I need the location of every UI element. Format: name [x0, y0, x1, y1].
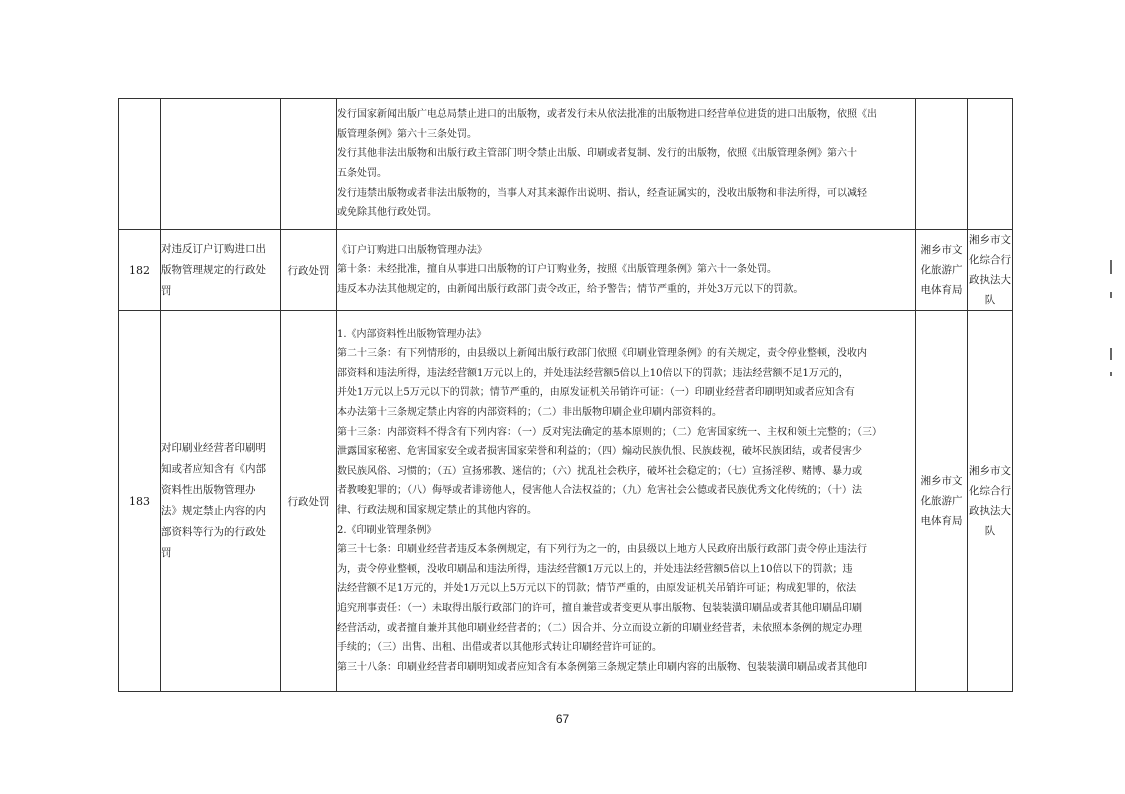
enforcement-team-cell: [968, 99, 1013, 230]
department-line: 电体育局: [920, 284, 963, 296]
enforcement-team-line: 湘乡市文: [969, 465, 1011, 477]
department-line: 湘乡市文: [920, 475, 963, 487]
item-name-line: 罚: [161, 284, 172, 297]
department-line: 化旅游广: [920, 495, 963, 507]
legal-basis-line: 并处1万元以上5万元以下的罚款；情节严重的，由原发证机关吊销许可证：（一）印刷业经营者印刷明知或者应知含有: [337, 387, 855, 399]
legal-basis-line: 手续的；（三）出售、出租、出借或者以其他形式转让印刷经营许可证的。: [337, 642, 662, 654]
legal-basis-line: 版管理条例》第六十三条处罚。: [337, 128, 477, 140]
legal-basis-line: 违反本办法其他规定的，由新闻出版行政部门责令改正，给予警告；情节严重的，并处3万元以下的罚款。: [337, 283, 804, 295]
row-number-cell: 182: [119, 230, 161, 311]
enforcement-table: [118, 98, 1013, 692]
table-row: [119, 230, 1013, 311]
enforcement-team-line: 化综合行: [969, 254, 1011, 266]
legal-basis-line: 第二十三条：有下列情形的，由县级以上新闻出版行政部门依照《印刷业管理条例》的有关规定，责令停业整顿，没收内: [337, 348, 867, 360]
row-number-cell: 183: [119, 311, 161, 692]
item-name-line: 版物管理规定的行政处: [161, 263, 266, 276]
legal-basis-line: 部资料和违法所得，违法经营额1万元以上的，并处违法经营额5倍以上10倍以下的罚款；违法经营额不足1万元的，: [337, 367, 849, 379]
scan-mark: [1110, 292, 1112, 298]
item-name-line: 罚: [161, 547, 172, 559]
department-line: 化旅游广: [920, 264, 963, 276]
legal-basis-line: 发行国家新闻出版广电总局禁止进口的出版物，或者发行未从依法批准的出版物进口经营单位进货的进口出版物，依照《出: [337, 109, 877, 121]
item-name-line: 部资料等行为的行政处: [161, 526, 266, 538]
department-line: 湘乡市文: [920, 244, 963, 256]
page-number: 67: [555, 712, 570, 726]
item-name-cell: [161, 99, 281, 230]
legal-basis-line: 数民族风俗、习惯的；（五）宣扬邪教、迷信的；（六）扰乱社会秩序，破坏社会稳定的；（七）宣扬淫秽、赌博、暴力或: [337, 465, 862, 477]
action-type-cell: 行政处罚: [281, 311, 337, 692]
action-type-cell: [281, 99, 337, 230]
legal-basis-line: 2.《印刷业管理条例》: [337, 524, 437, 536]
department-line: 电体育局: [920, 515, 963, 527]
legal-basis-line: 泄露国家秘密、危害国家安全或者损害国家荣誉和利益的；（四）煽动民族仇恨、民族歧视，破坏民族团结，或者侵害少: [337, 446, 862, 458]
row-number-cell: [119, 99, 161, 230]
item-name-cell: [161, 311, 281, 692]
responsible-department-cell: [916, 99, 968, 230]
legal-basis-line: 律、行政法规和国家规定禁止的其他内容的。: [337, 505, 537, 516]
legal-basis-line: 《订户订购进口出版物管理办法》: [337, 244, 487, 256]
legal-basis-line: 为，责令停业整顿，没收印刷品和违法所得，违法经营额1万元以上的，并处违法经营额5倍以上10倍以下的罚款；违: [337, 563, 853, 575]
responsible-department-cell: [916, 311, 968, 692]
item-name-line: 对印刷业经营者印刷明: [161, 442, 266, 454]
legal-basis-line: 1.《内部资料性出版物管理办法》: [337, 328, 487, 340]
legal-basis-line: 法经营额不足1万元的，并处1万元以上5万元以下的罚款；情节严重的，由原发证机关吊销许可证；构成犯罪的，依法: [337, 583, 857, 595]
scan-mark: [1110, 348, 1112, 360]
legal-basis-line: 第十条：未经批准，擅自从事进口出版物的订户订购业务，按照《出版管理条例》第六十一条处罚。: [337, 264, 777, 276]
legal-basis-line: 或免除其他行政处罚。: [337, 207, 437, 219]
item-name-line: 资料性出版物管理办: [161, 484, 256, 496]
enforcement-team-cell: [968, 311, 1013, 692]
legal-basis-cell: [337, 230, 916, 311]
legal-basis-cell: [337, 99, 916, 230]
item-name-line: 知或者应知含有《内部: [161, 463, 266, 475]
table-row: [119, 99, 1013, 230]
legal-basis-line: 追究刑事责任：（一）未取得出版行政部门的许可，擅自兼营或者变更从事出版物、包装装潢印刷品或者其他印刷品印刷: [337, 602, 862, 614]
legal-basis-line: 经营活动，或者擅自兼并其他印刷业经营者的；（二）因合并、分立而设立新的印刷业经营者，未依照本条例的规定办理: [337, 622, 862, 634]
item-name-line: 对违反订户订购进口出: [161, 242, 266, 255]
item-name-line: 法》规定禁止内容的内: [161, 505, 266, 517]
legal-basis-line: 第三十八条：印刷业经营者印刷明知或者应知含有本条例第三条规定禁止印刷内容的出版物、包装装潢印刷品或者其他印: [337, 661, 867, 673]
enforcement-team-line: 队: [984, 294, 996, 306]
table-row: [119, 311, 1013, 692]
enforcement-team-line: 化综合行: [969, 485, 1011, 497]
enforcement-team-line: 政执法大: [969, 505, 1011, 517]
responsible-department-cell: [916, 230, 968, 311]
enforcement-team-line: 政执法大: [969, 274, 1011, 286]
table-body: [119, 99, 1013, 692]
legal-basis-line: 五条处罚。: [337, 168, 387, 179]
legal-basis-line: 第三十七条：印刷业经营者违反本条例规定，有下列行为之一的，由县级以上地方人民政府出版行政部门责令停止违法行: [337, 544, 867, 556]
enforcement-team-line: 湘乡市文: [969, 234, 1011, 246]
legal-basis-line: 发行其他非法出版物和出版行政主管部门明令禁止出版、印刷或者复制、发行的出版物，依照《出版管理条例》第六十: [337, 148, 857, 160]
enforcement-team-cell: [968, 230, 1013, 311]
item-name-cell: [161, 230, 281, 311]
legal-basis-line: 发行违禁出版物或者非法出版物的，当事人对其来源作出说明、指认，经查证属实的，没收出版物和非法所得，可以减轻: [337, 187, 867, 199]
legal-basis-line: 者教唆犯罪的；（八）侮辱或者诽谤他人，侵害他人合法权益的；（九）危害社会公德或者民族优秀文化传统的；（十）法: [337, 485, 862, 497]
scan-mark: [1110, 260, 1112, 274]
action-type-cell: 行政处罚: [281, 230, 337, 311]
legal-basis-line: 本办法第十三条规定禁止内容的内部资料的；（二）非出版物印刷企业印刷内部资料的。: [337, 407, 722, 419]
legal-basis-cell: [337, 311, 916, 692]
enforcement-team-line: 队: [984, 525, 996, 537]
legal-basis-line: 第十三条：内部资料不得含有下列内容：（一）反对宪法确定的基本原则的；（二）危害国家统一、主权和领土完整的；（三）: [337, 426, 882, 438]
scan-edge-marks: [1101, 0, 1115, 794]
scan-mark: [1110, 372, 1112, 376]
